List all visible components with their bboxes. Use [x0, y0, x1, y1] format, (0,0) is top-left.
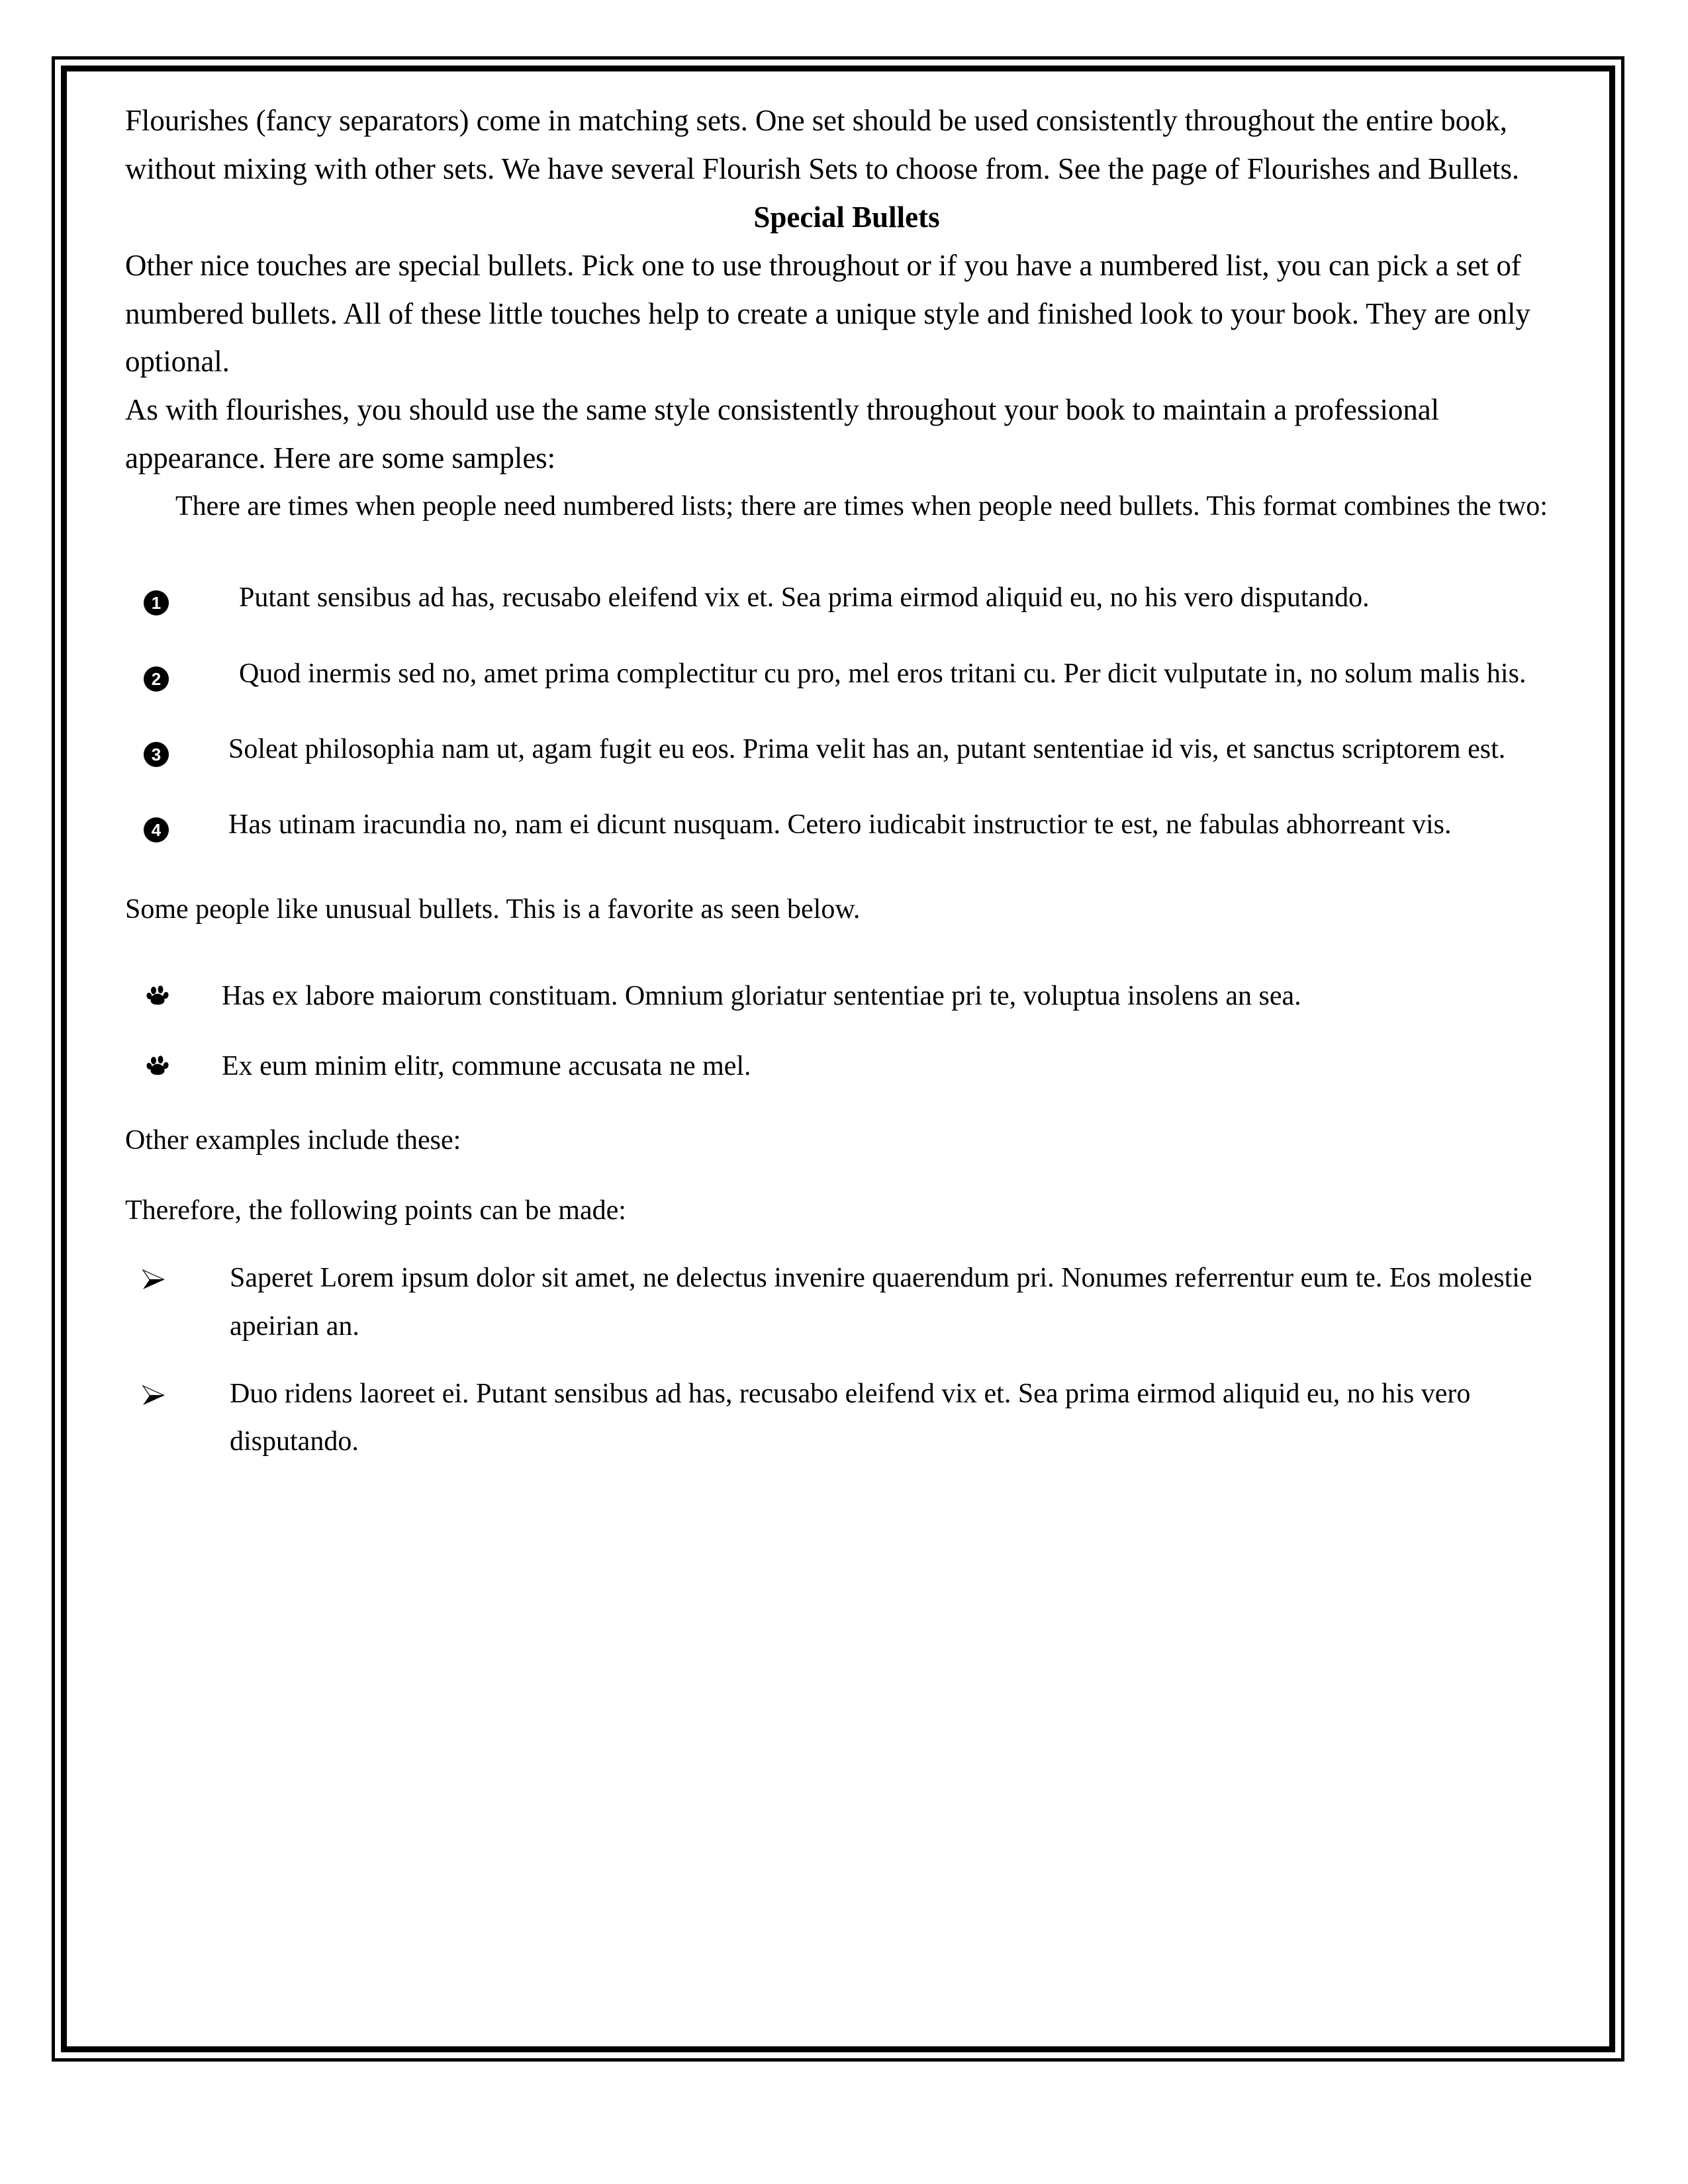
list-item: [125, 972, 1568, 1020]
list-item: [125, 801, 1568, 848]
heading-special-bullets: Special Bullets: [753, 200, 940, 234]
list-item: [125, 1370, 1568, 1465]
list-item-text: Ex eum minim elitr, commune accusata ne mel.: [222, 1050, 751, 1081]
list-item: [125, 1254, 1568, 1349]
arrowhead-icon: [125, 1254, 215, 1302]
filled-circle-number-icon: 1: [125, 574, 216, 621]
list-item-text: Soleat philosophia nam ut, agam fugit eu eos. Prima velit has an, putant sententiae id vis, et sanctus scriptorem est.: [228, 733, 1506, 764]
list-item: [125, 725, 1568, 773]
list-item: [125, 1042, 1568, 1090]
spacer: [125, 848, 1568, 886]
list-item: [125, 574, 1568, 621]
page-border-inner: [61, 66, 1615, 2052]
list-item-text: Quod inermis sed no, amet prima complectitur cu pro, mel eros tritani cu. Per dicit vulputate in, no solum malis his.: [239, 658, 1526, 689]
list-item-text: Has ex labore maiorum constituam. Omnium gloriatur sententiae pri te, voluptua insolens an sea.: [222, 980, 1301, 1011]
document-body: [125, 97, 1568, 2040]
spacer: [125, 1164, 1568, 1187]
list-item-text: Saperet Lorem ipsum dolor sit amet, ne delectus invenire quaerendum pri. Nonumes referrentur eum te. Eos molestie apeirian an.: [230, 1263, 1532, 1342]
spacer: [125, 1090, 1568, 1116]
numbered-bullet-list: [125, 574, 1568, 848]
list-item-text: Duo ridens laoreet ei. Putant sensibus ad has, recusabo eleifend vix et. Sea prima eirmod aliquid eu, no his vero disputando.: [230, 1378, 1471, 1457]
paragraph-combines: There are times when people need numbered lists; there are times when people need bullets. This format combines the two:: [175, 491, 1548, 522]
paw-print-icon: [125, 1042, 211, 1090]
paw-bullet-list: [125, 972, 1568, 1090]
arrow-bullet-list: [125, 1254, 1568, 1465]
spacer: [125, 530, 1568, 546]
paragraph-special-bullets-body: Other nice touches are special bullets. Pick one to use throughout or if you have a numbered list, you can pick a set of numbered bullets. All of these little touches help to create a unique style and finished look to your book. They are only optional.: [125, 248, 1530, 379]
paragraph-intro: Flourishes (fancy separators) come in matching sets. One set should be used consistently throughout the entire book, without mixing with other sets. We have several Flourish Sets to choose from. See the page of Flourishes and Bullets.: [125, 104, 1520, 185]
paragraph-other-examples: Other examples include these:: [125, 1125, 461, 1156]
page-border-outer: [52, 56, 1624, 2062]
filled-circle-number-icon: 3: [125, 725, 216, 773]
filled-circle-number-icon: 2: [125, 650, 216, 698]
paragraph-consistency: As with flourishes, you should use the same style consistently throughout your book to maintain a professional appearance. Here are some samples:: [125, 393, 1439, 475]
paragraph-therefore: Therefore, the following points can be made:: [125, 1195, 626, 1226]
paragraph-unusual-bullets: Some people like unusual bullets. This is a favorite as seen below.: [125, 894, 861, 925]
list-item-text: Putant sensibus ad has, recusabo eleifend vix et. Sea prima eirmod aliquid eu, no his vero disputando.: [239, 582, 1370, 614]
list-item: [125, 650, 1568, 698]
paw-print-icon: [125, 972, 211, 1020]
spacer: [125, 934, 1568, 950]
list-item-text: Has utinam iracundia no, nam ei dicunt nusquam. Cetero iudicabit instructior te est, ne fabulas abhorreant vis.: [228, 809, 1452, 841]
filled-circle-number-icon: 4: [125, 801, 216, 848]
arrowhead-icon: [125, 1370, 215, 1418]
